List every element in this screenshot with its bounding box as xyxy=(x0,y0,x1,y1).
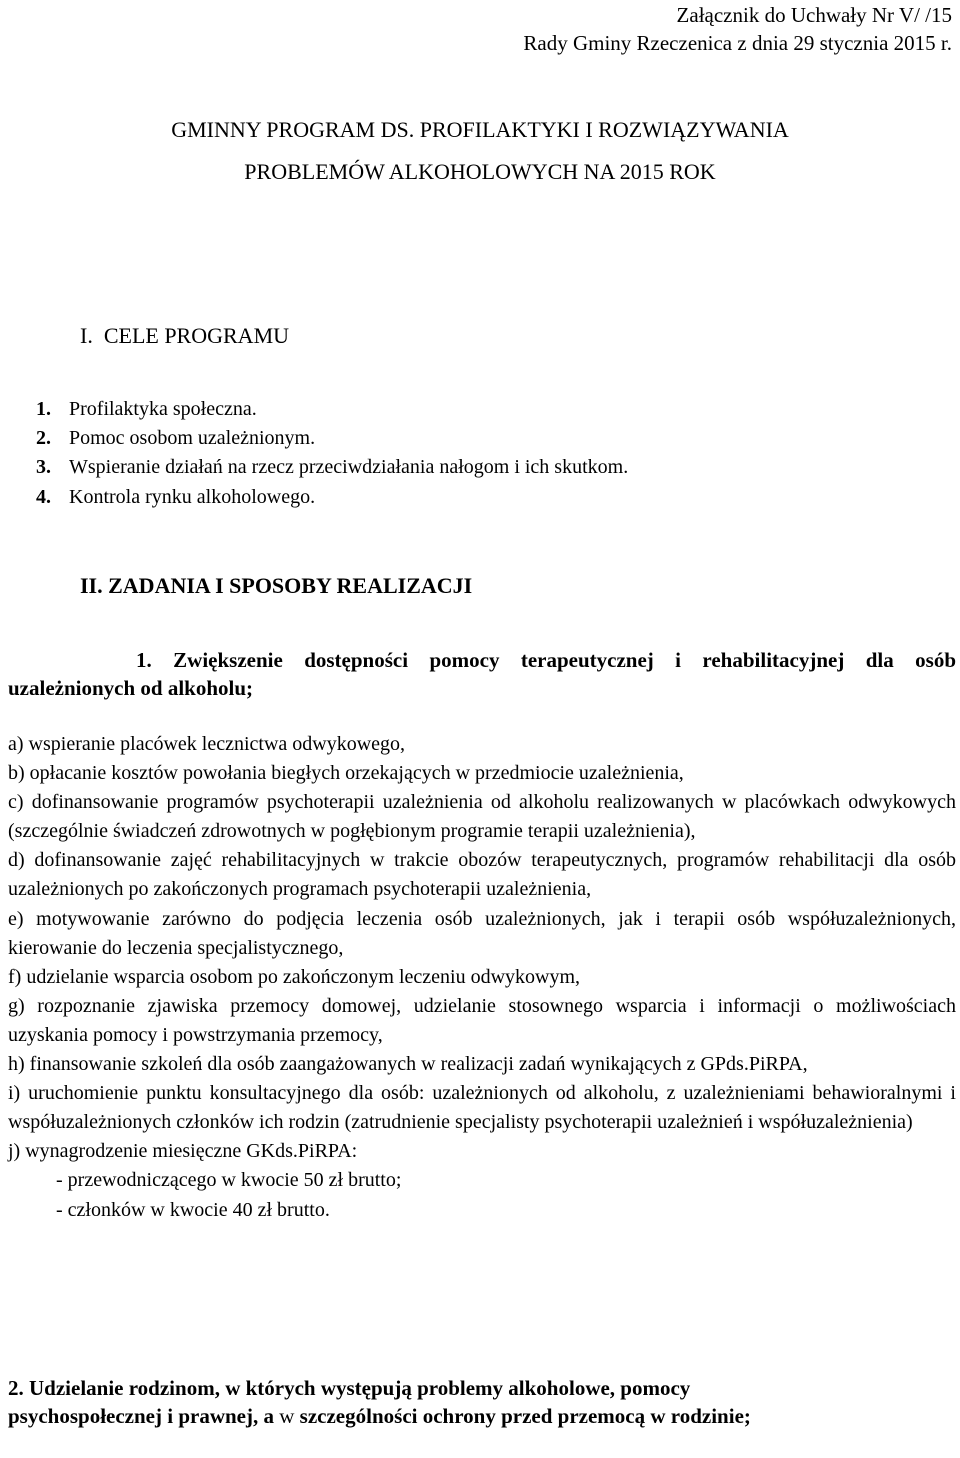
task-number: 2. xyxy=(8,1376,24,1400)
task-1-items xyxy=(8,730,956,1225)
task-title: Zwiększenie dostępności pomocy terapeutycznej i rehabilitacyjnej dla osób uzależnionych od alkoholu; xyxy=(8,648,956,700)
goal-item-2 xyxy=(36,426,315,450)
task-item-f: f) udzielanie wsparcia osobom po zakończonym leczeniu odwykowym, xyxy=(8,965,581,988)
salary-chairman: - przewodniczącego w kwocie 50 zł brutto; xyxy=(56,1169,402,1192)
task-item-e: e) motywowanie zarówno do podjęcia leczenia osób uzależnionych, jak i terapii osób współuzależnionych, kierowanie do leczenia specjalistycznego, xyxy=(8,907,956,959)
task-1-heading xyxy=(8,646,956,702)
task-item-h: h) finansowanie szkoleń dla osób zaangażowanych w realizacji zadań wynikających z GPds.PiRPA, xyxy=(8,1053,808,1076)
task-item-g: g) rozpoznanie zjawiska przemocy domowej, udzielanie stosownego wsparcia i informacji o możliwościach uzyskania pomocy i powstrzymania przemocy, xyxy=(8,994,956,1046)
goal-number: 3. xyxy=(36,456,51,478)
task-item-i: i) uruchomienie punktu konsultacyjnego dla osób: uzależnionych od alkoholu, z uzależnieniami behawioralnymi i współuzależnionych członków ich rodzin (zatrudnienie specjalisty psychoterapii uzależnień i współuzależnienia) xyxy=(8,1082,956,1134)
goal-number: 4. xyxy=(36,486,51,508)
document-title-line2: PROBLEMÓW ALKOHOLOWYCH NA 2015 ROK xyxy=(244,159,716,184)
salary-members: - członków w kwocie 40 zł brutto. xyxy=(56,1198,330,1221)
goal-number: 2. xyxy=(36,427,51,449)
goal-text: Wspieranie działań na rzecz przeciwdziałania nałogom i ich skutkom. xyxy=(69,456,629,478)
task-item-b: b) opłacanie kosztów powołania biegłych orzekających w przedmiocie uzależnienia, xyxy=(8,762,684,785)
task-item-a: a) wspieranie placówek lecznictwa odwykowego, xyxy=(8,733,406,755)
task-number: 1. xyxy=(136,648,152,672)
task-item-c: c) dofinansowanie programów psychoterapii uzależnienia od alkoholu realizowanych w placówkach odwykowych (szczególnie świadczeń zdrowotnych w pogłębionym programie terapii uzależnienia), xyxy=(8,791,956,843)
task-title-part2: w xyxy=(279,1404,295,1428)
task-item-d: d) dofinansowanie zajęć rehabilitacyjnych w trakcie obozów terapeutycznych, programów rehabilitacji dla osób uzależnionych po zakończonych programach psychoterapii uzależnienia, xyxy=(8,849,956,901)
section-heading-goals xyxy=(80,323,289,349)
goal-item-3 xyxy=(36,455,628,479)
task-2-heading xyxy=(8,1374,828,1430)
attachment-header-line1: Załącznik do Uchwały Nr V/ /15 xyxy=(676,3,952,27)
section-title: ZADANIA I SPOSOBY REALIZACJI xyxy=(108,573,473,598)
task-title-part3: szczególności ochrony przed przemocą w rodzinie; xyxy=(299,1404,751,1428)
document-title-line1: GMINNY PROGRAM DS. PROFILAKTYKI I ROZWIĄZYWANIA xyxy=(171,117,789,142)
section-heading-tasks xyxy=(80,573,472,599)
goal-text: Pomoc osobom uzależnionym. xyxy=(69,427,316,449)
section-numeral: I. xyxy=(80,323,93,348)
goal-item-4 xyxy=(36,485,315,509)
goal-text: Kontrola rynku alkoholowego. xyxy=(69,486,316,508)
attachment-header-line2: Rady Gminy Rzeczenica z dnia 29 stycznia 2015 r. xyxy=(523,31,952,55)
section-title: CELE PROGRAMU xyxy=(103,323,290,348)
section-numeral: II. xyxy=(80,573,103,598)
goal-text: Profilaktyka społeczna. xyxy=(69,398,257,420)
task-item-j: j) wynagrodzenie miesięczne GKds.PiRPA: xyxy=(8,1140,358,1163)
task-title-part1: Udzielanie rodzinom, w których występują problemy alkoholowe, pomocy psychospołecznej i prawnej, a xyxy=(8,1376,691,1428)
goal-number: 1. xyxy=(36,398,51,420)
goal-item-1 xyxy=(36,397,257,421)
